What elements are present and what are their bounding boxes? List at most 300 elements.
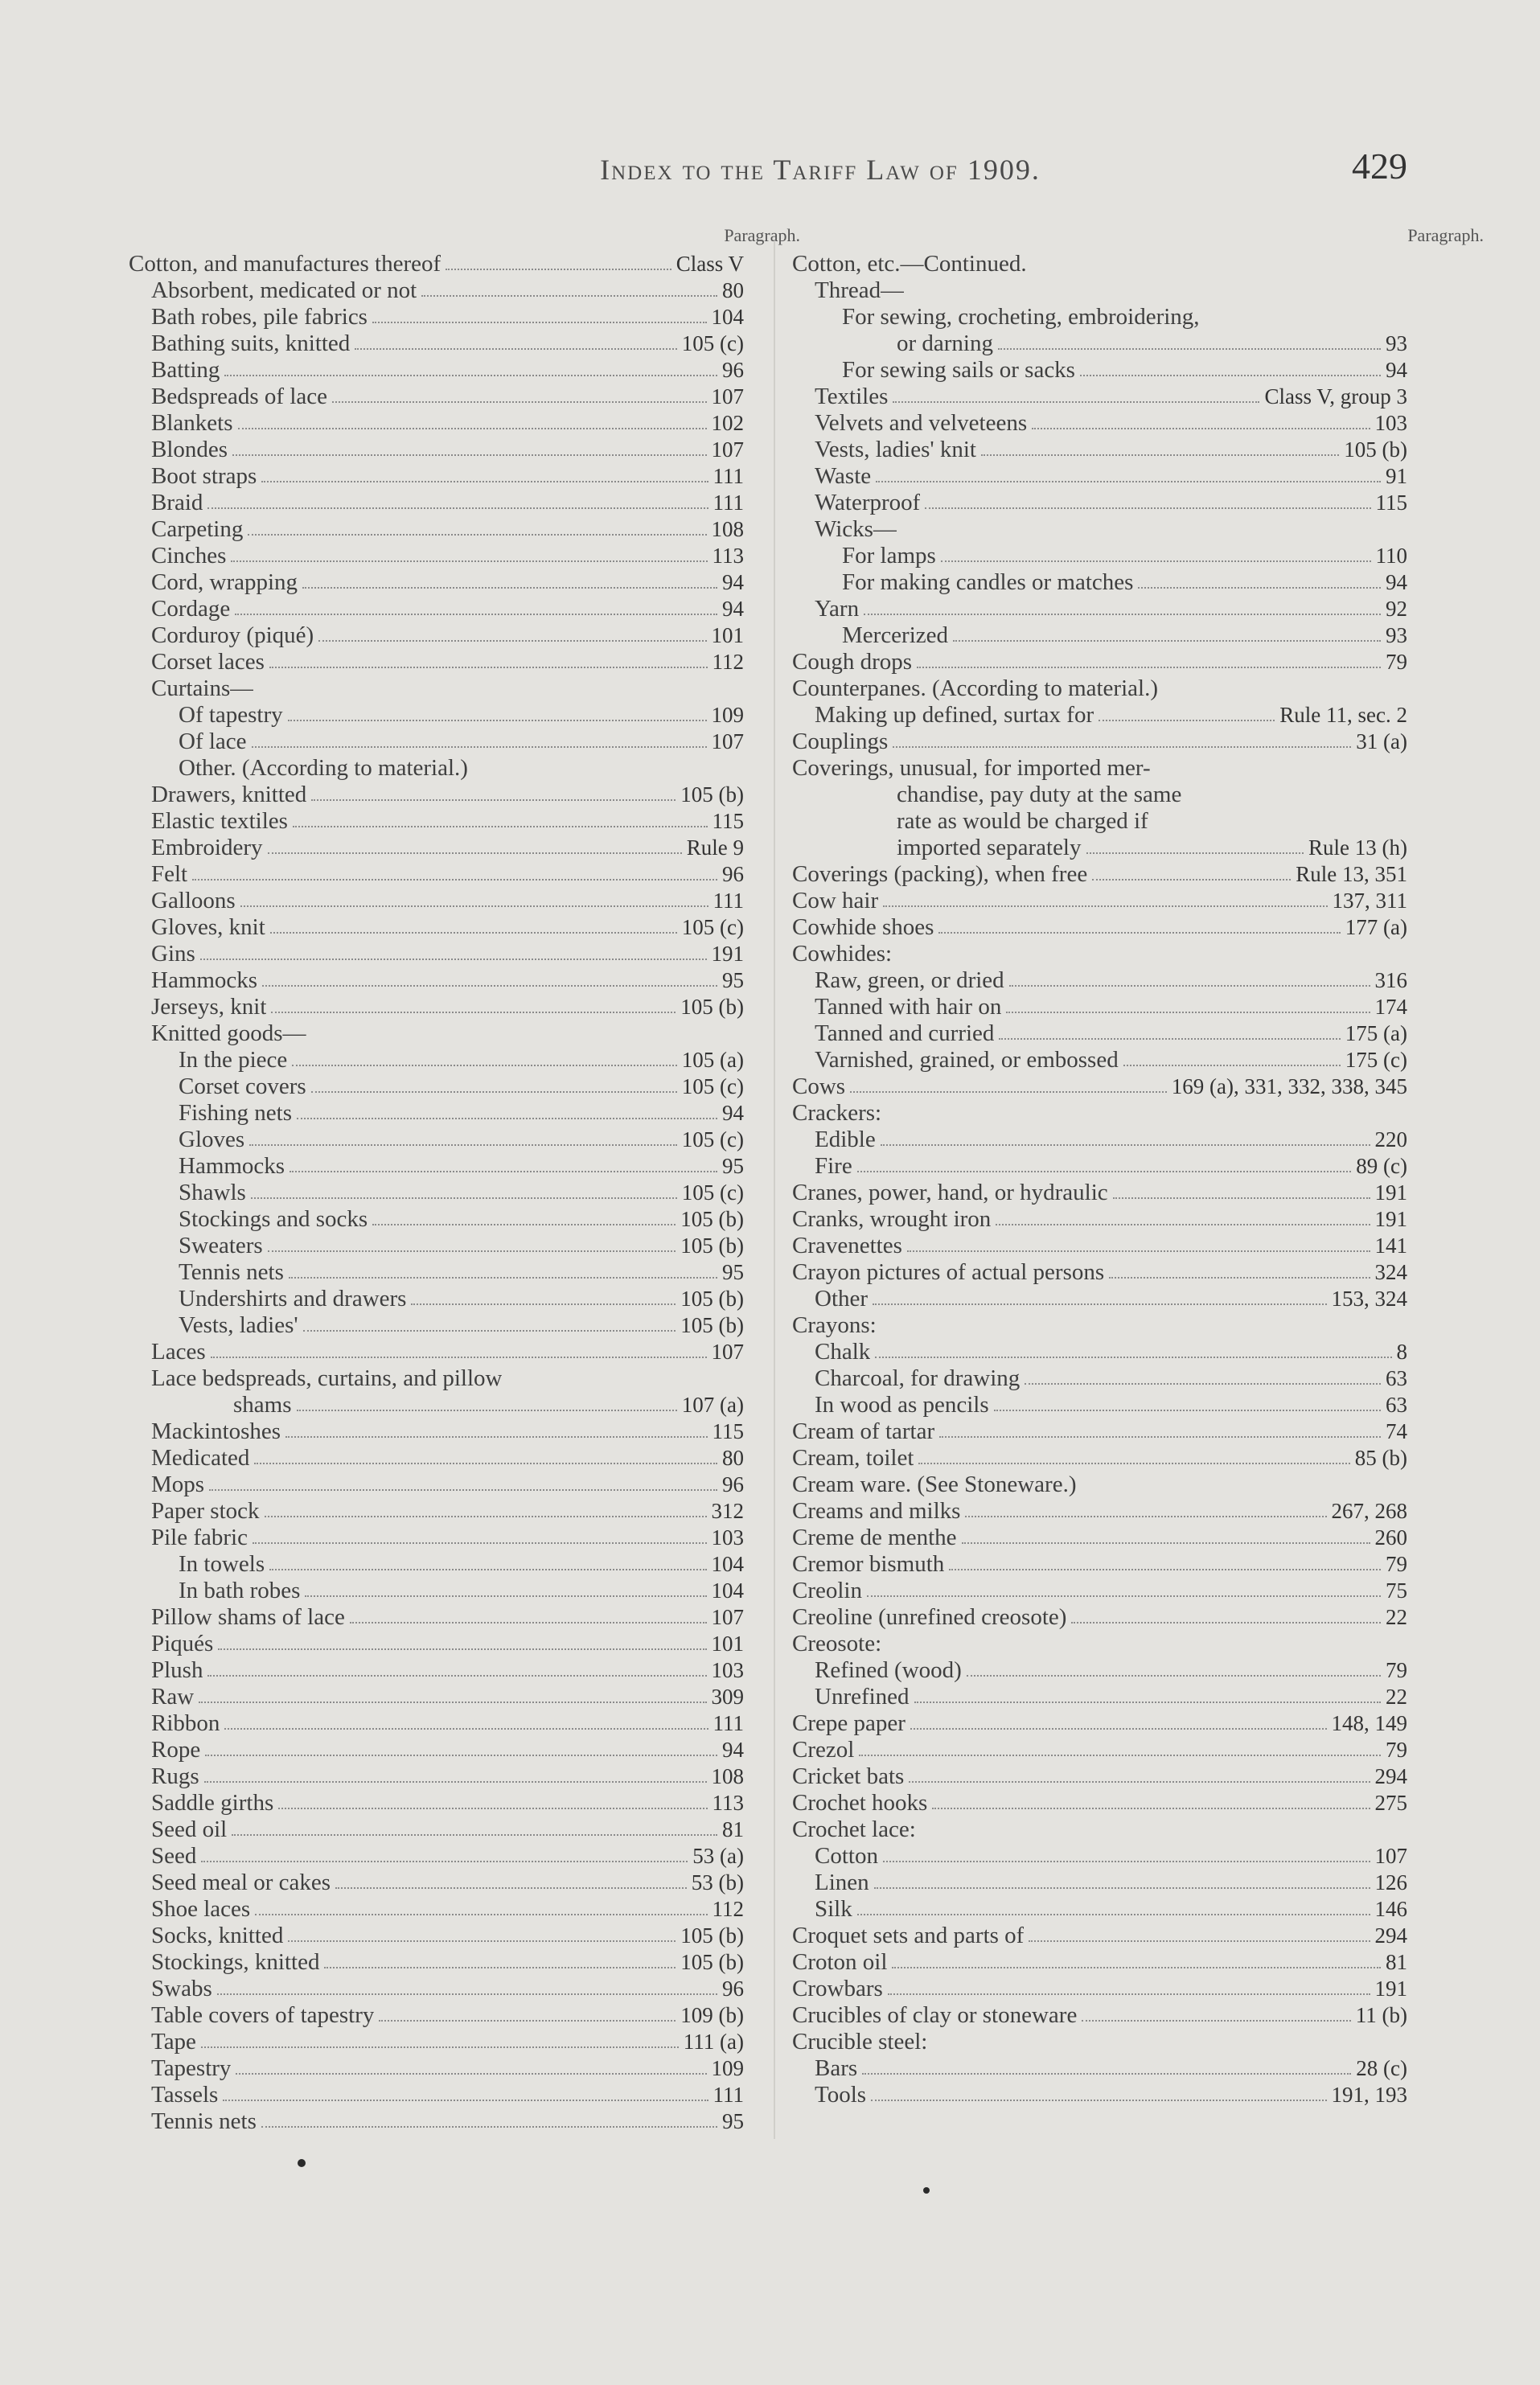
entry-term: In towels (179, 1551, 265, 1577)
dot-leader (883, 1861, 1370, 1862)
entry-term: Seed oil (151, 1816, 228, 1842)
entry-term: Batting (151, 357, 220, 383)
dot-leader (967, 1675, 1381, 1677)
entry-paragraph-ref: 105 (b) (680, 1234, 744, 1258)
entry-term: Bathing suits, knitted (151, 330, 351, 356)
entry-term: Cowhides: (792, 941, 893, 967)
index-entry (792, 1551, 1407, 1578)
entry-paragraph-ref: 8 (1396, 1340, 1407, 1364)
entry-paragraph-ref: 294 (1374, 1923, 1407, 1948)
index-entry (129, 835, 744, 861)
dot-leader (207, 507, 708, 509)
entry-paragraph-ref: 174 (1374, 995, 1407, 1019)
index-entry (792, 1312, 1407, 1339)
entry-term: Vests, ladies' (179, 1312, 298, 1338)
index-entry (792, 808, 1407, 835)
dot-leader (232, 454, 706, 456)
dot-leader (249, 1144, 677, 1146)
index-entry (129, 1445, 744, 1472)
index-entry (792, 1923, 1407, 1949)
entry-term: Sweaters (179, 1233, 263, 1258)
dot-leader (893, 746, 1351, 748)
entry-term: Cotton, etc.—Continued. (792, 251, 1027, 277)
dot-leader (269, 667, 708, 668)
index-column-left (129, 225, 800, 2135)
entry-paragraph-ref: 294 (1374, 1764, 1407, 1788)
dot-leader (1113, 1197, 1370, 1199)
entry-paragraph-ref: 107 (711, 1605, 744, 1629)
index-entry (129, 2029, 744, 2055)
index-entry (129, 2082, 744, 2108)
entry-term: Yarn (815, 596, 860, 622)
index-entry (792, 1843, 1407, 1870)
entry-term: Plush (151, 1657, 203, 1683)
entry-term: Mackintoshes (151, 1418, 281, 1444)
dot-leader (873, 1303, 1326, 1305)
index-entry (129, 1657, 744, 1684)
entry-paragraph-ref: 104 (711, 305, 744, 329)
index-entry (792, 463, 1407, 490)
dot-leader (265, 1516, 707, 1517)
dot-leader (925, 507, 1370, 509)
dot-leader (262, 985, 717, 987)
index-entry (792, 1073, 1407, 1100)
entry-term: Couplings (792, 729, 889, 754)
entry-paragraph-ref: 11 (b) (1355, 2003, 1407, 2027)
entry-paragraph-ref: 22 (1386, 1685, 1407, 1709)
entry-paragraph-ref: 105 (c) (681, 1180, 744, 1205)
dot-leader (372, 1224, 676, 1225)
index-entry (792, 1339, 1407, 1365)
entry-term: Unrefined (815, 1684, 910, 1710)
dot-leader (236, 2073, 706, 2075)
index-entry (792, 1259, 1407, 1286)
entry-term: or darning (897, 330, 993, 356)
index-entry (129, 304, 744, 330)
entry-term: In wood as pencils (815, 1392, 989, 1418)
index-entry (129, 543, 744, 569)
index-entry (129, 1843, 744, 1870)
entry-term: Raw, green, or dried (815, 967, 1004, 993)
entry-paragraph-ref: 79 (1386, 1552, 1407, 1576)
entry-paragraph-ref: 22 (1386, 1605, 1407, 1629)
index-entry (129, 277, 744, 304)
index-entry (792, 1153, 1407, 1180)
entry-paragraph-ref: 95 (722, 1154, 744, 1178)
entry-term: For sewing sails or sacks (842, 357, 1075, 383)
entry-term: Cranes, power, hand, or hydraulic (792, 1180, 1108, 1205)
index-entry (129, 1100, 744, 1127)
entry-paragraph-ref: 96 (722, 862, 744, 886)
dot-leader (446, 269, 671, 270)
entry-paragraph-ref: 105 (c) (681, 1127, 744, 1151)
entry-term: For making candles or matches (842, 569, 1134, 595)
dot-leader (1082, 2020, 1350, 2022)
index-entry (792, 569, 1407, 596)
ink-speck (298, 2159, 306, 2167)
index-entry (792, 861, 1407, 888)
dot-leader (1109, 1277, 1370, 1279)
paragraph-heading: Paragraph. (724, 225, 800, 245)
dot-leader (200, 959, 707, 960)
entry-paragraph-ref: 96 (722, 1977, 744, 2001)
entry-paragraph-ref: 110 (1375, 544, 1407, 568)
entry-term: Creme de menthe (792, 1525, 957, 1550)
entry-paragraph-ref: 107 (a) (681, 1393, 744, 1417)
entry-term: rate as would be charged if (897, 808, 1148, 834)
dot-leader (255, 1914, 707, 1915)
dot-leader (999, 1038, 1340, 1040)
entry-paragraph-ref: 107 (711, 384, 744, 408)
entry-paragraph-ref: 324 (1374, 1260, 1407, 1284)
entry-term: Cranks, wrought iron (792, 1206, 992, 1232)
dot-leader (1071, 1622, 1381, 1624)
entry-paragraph-ref: 107 (711, 729, 744, 753)
entry-paragraph-ref: 94 (1386, 570, 1407, 594)
entry-paragraph-ref: 177 (a) (1345, 915, 1407, 939)
entry-paragraph-ref: 153, 324 (1331, 1287, 1407, 1311)
entry-term: Seed (151, 1843, 197, 1869)
entry-term: Gloves (179, 1127, 245, 1152)
entry-term: Thread— (815, 277, 905, 303)
dot-leader (883, 905, 1327, 907)
entry-term: Of tapestry (179, 702, 283, 728)
entry-term: Velvets and velveteens (815, 410, 1028, 436)
dot-leader (268, 1250, 676, 1252)
entry-term: imported separately (897, 835, 1082, 860)
entry-term: Wicks— (815, 516, 897, 542)
index-entry (792, 1631, 1407, 1657)
entry-term: Crepe paper (792, 1710, 906, 1736)
dot-leader (290, 1171, 717, 1172)
index-entry (792, 304, 1407, 330)
index-entry (129, 1790, 744, 1816)
index-entry (792, 1127, 1407, 1153)
dot-leader (871, 2100, 1326, 2101)
entry-term: Stockings and socks (179, 1206, 368, 1232)
index-entry (792, 1498, 1407, 1525)
entry-term: Bedspreads of lace (151, 384, 328, 409)
dot-leader (962, 1542, 1370, 1544)
entry-paragraph-ref: 53 (b) (691, 1870, 744, 1894)
entry-paragraph-ref: 108 (711, 1764, 744, 1788)
dot-leader (318, 640, 706, 642)
entry-paragraph-ref: 220 (1374, 1127, 1407, 1151)
entry-term: Other (815, 1286, 869, 1312)
index-entry (792, 251, 1407, 277)
entry-term: Carpeting (151, 516, 244, 542)
entry-term: Table covers of tapestry (151, 2002, 375, 2028)
index-entry (129, 1525, 744, 1551)
dot-leader (240, 905, 708, 907)
entry-paragraph-ref: 175 (c) (1345, 1048, 1407, 1072)
entry-paragraph-ref: 53 (a) (692, 1844, 744, 1868)
entry-paragraph-ref: 105 (b) (680, 1950, 744, 1974)
entry-term: Crucibles of clay or stoneware (792, 2002, 1078, 2028)
dot-leader (1006, 1012, 1370, 1013)
entry-term: Tapestry (151, 2055, 232, 2081)
index-entry (792, 2002, 1407, 2029)
dot-leader (864, 614, 1381, 615)
dot-leader (289, 1277, 717, 1279)
index-entry (792, 649, 1407, 675)
dot-leader (932, 1808, 1370, 1809)
entry-term: Crochet hooks (792, 1790, 928, 1816)
dot-leader (285, 1436, 707, 1438)
dot-leader (253, 1542, 707, 1544)
running-title: Index to the Tariff Law of 1909. (600, 154, 1041, 186)
entry-term: Creosote: (792, 1631, 882, 1656)
dot-leader (201, 2046, 679, 2048)
entry-term: Corset laces (151, 649, 265, 675)
entry-paragraph-ref: 260 (1374, 1525, 1407, 1550)
entry-paragraph-ref: 95 (722, 2109, 744, 2133)
index-entry (129, 596, 744, 622)
entry-term: Tanned and curried (815, 1020, 995, 1046)
index-entry (129, 1312, 744, 1339)
entry-term: Fire (815, 1153, 852, 1179)
index-entry (792, 888, 1407, 914)
index-entry (129, 1604, 744, 1631)
index-entry (129, 675, 744, 702)
entry-term: Shoe laces (151, 1896, 251, 1922)
index-entry (792, 1870, 1407, 1896)
entry-term: Tennis nets (179, 1259, 284, 1285)
index-entry (792, 1233, 1407, 1259)
index-entry (792, 941, 1407, 967)
index-entry (792, 1472, 1407, 1498)
entry-paragraph-ref: Class V (676, 252, 744, 276)
entry-paragraph-ref: 107 (1374, 1844, 1407, 1868)
dot-leader (224, 375, 717, 376)
entry-term: Chalk (815, 1339, 871, 1365)
index-entry (792, 2055, 1407, 2082)
paragraph-heading: Paragraph. (1407, 225, 1484, 245)
entry-term: Linen (815, 1870, 869, 1895)
entry-term: Braid (151, 490, 203, 515)
entry-term: Rugs (151, 1763, 199, 1789)
dot-leader (238, 428, 707, 429)
entry-paragraph-ref: 105 (c) (681, 1074, 744, 1098)
dot-leader (252, 746, 707, 748)
index-entry (792, 1657, 1407, 1684)
index-entry (129, 490, 744, 516)
page-number: 429 (1352, 146, 1407, 187)
entry-paragraph-ref: 107 (711, 437, 744, 462)
dot-leader (953, 640, 1381, 642)
index-entry (129, 1286, 744, 1312)
entry-term: Drawers, knitted (151, 782, 307, 807)
index-entry (129, 357, 744, 384)
index-entry (129, 2055, 744, 2082)
entry-paragraph-ref: 79 (1386, 650, 1407, 674)
entry-term: Embroidery (151, 835, 263, 860)
index-entry (792, 914, 1407, 941)
entry-term: Tape (151, 2029, 196, 2055)
index-entry (129, 1392, 744, 1418)
index-entry (129, 1180, 744, 1206)
index-entry (792, 437, 1407, 463)
entry-paragraph-ref: 93 (1386, 331, 1407, 355)
entry-term: Gloves, knit (151, 914, 265, 940)
dot-leader (201, 1861, 688, 1862)
dot-leader (311, 799, 676, 801)
entry-term: Croquet sets and parts of (792, 1923, 1025, 1948)
entry-term: Raw (151, 1684, 195, 1710)
index-entry (792, 1047, 1407, 1073)
dot-leader (268, 852, 682, 854)
entry-paragraph-ref: 105 (b) (680, 995, 744, 1019)
entry-term: Coverings, unusual, for imported mer- (792, 755, 1151, 781)
entry-term: Jerseys, knit (151, 994, 267, 1020)
dot-leader (881, 1144, 1370, 1146)
entry-term: Cough drops (792, 649, 913, 675)
dot-leader (1032, 428, 1370, 429)
entry-term: For lamps (842, 543, 936, 569)
index-entry (792, 1790, 1407, 1816)
entry-term: Cinches (151, 543, 227, 569)
dot-leader (850, 1091, 1167, 1093)
entry-paragraph-ref: Rule 13 (h) (1308, 835, 1407, 860)
entry-term: Tassels (151, 2082, 219, 2108)
index-entry (129, 516, 744, 543)
entry-paragraph-ref: 81 (722, 1817, 744, 1841)
entry-paragraph-ref: 137, 311 (1332, 889, 1407, 913)
index-entry (129, 808, 744, 835)
index-entry (129, 1153, 744, 1180)
entry-term: Shawls (179, 1180, 246, 1205)
entry-term: Waste (815, 463, 872, 489)
index-entry (129, 437, 744, 463)
entry-term: Vests, ladies' knit (815, 437, 976, 462)
entry-term: Curtains— (151, 675, 254, 701)
index-entry (792, 1418, 1407, 1445)
entry-term: Ribbon (151, 1710, 220, 1736)
entry-term: Paper stock (151, 1498, 260, 1524)
entry-term: Blondes (151, 437, 228, 462)
entry-paragraph-ref: 111 (713, 2083, 744, 2107)
entry-term: Swabs (151, 1976, 212, 2001)
index-entry (792, 967, 1407, 994)
entry-paragraph-ref: 63 (1386, 1393, 1407, 1417)
entry-paragraph-ref: 105 (b) (680, 1207, 744, 1231)
entry-paragraph-ref: 275 (1374, 1791, 1407, 1815)
index-entry (129, 1206, 744, 1233)
dot-leader (421, 295, 717, 297)
dot-leader (907, 1250, 1370, 1252)
index-entry (129, 1551, 744, 1578)
dot-leader (224, 1728, 708, 1730)
dot-leader (311, 1091, 677, 1093)
index-entry (129, 994, 744, 1020)
entry-paragraph-ref: 113 (712, 1791, 744, 1815)
entry-term: Cream ware. (See Stoneware.) (792, 1472, 1077, 1497)
entry-term: Cream, toilet (792, 1445, 914, 1471)
index-entry (129, 1923, 744, 1949)
entry-term: Crackers: (792, 1100, 882, 1126)
entry-paragraph-ref: 74 (1386, 1419, 1407, 1443)
entry-paragraph-ref: 309 (711, 1685, 744, 1709)
dot-leader (211, 1357, 707, 1358)
dot-leader (411, 1303, 676, 1305)
entry-paragraph-ref: 148, 149 (1331, 1711, 1407, 1735)
index-entry (792, 1578, 1407, 1604)
entry-term: Refined (wood) (815, 1657, 962, 1683)
entry-paragraph-ref: 103 (1374, 411, 1407, 435)
entry-term: Absorbent, medicated or not (151, 277, 417, 303)
entry-paragraph-ref: 112 (712, 1897, 744, 1921)
dot-leader (938, 932, 1340, 934)
dot-leader (231, 560, 707, 562)
entry-term: Cotton (815, 1843, 878, 1869)
index-entry (129, 1737, 744, 1763)
index-entry (792, 1763, 1407, 1790)
index-entry (792, 516, 1407, 543)
entry-term: Laces (151, 1339, 206, 1365)
entry-term: Charcoal, for drawing (815, 1365, 1021, 1391)
index-entry (129, 702, 744, 729)
dot-leader (862, 2073, 1351, 2075)
entry-paragraph-ref: 75 (1386, 1578, 1407, 1603)
entry-term: Coverings (packing), when free (792, 861, 1088, 887)
entry-term: Undershirts and drawers (179, 1286, 407, 1312)
entry-paragraph-ref: 94 (722, 570, 744, 594)
entry-paragraph-ref: 108 (711, 517, 744, 541)
entry-term: Creoline (unrefined creosote) (792, 1604, 1067, 1630)
dot-leader (271, 1012, 676, 1013)
index-entry (129, 1020, 744, 1047)
entry-term: Pillow shams of lace (151, 1604, 345, 1630)
dot-leader (261, 2126, 717, 2128)
index-entry (792, 1976, 1407, 2002)
dot-leader (248, 534, 706, 536)
entry-term: Tennis nets (151, 2108, 257, 2134)
dot-leader (917, 667, 1381, 668)
entry-paragraph-ref: 104 (711, 1552, 744, 1576)
dot-leader (269, 1569, 706, 1570)
index-entry (129, 1949, 744, 1976)
entry-paragraph-ref: 111 (713, 1711, 744, 1735)
dot-leader (1099, 720, 1275, 721)
dot-leader (1092, 879, 1291, 881)
index-entry (129, 649, 744, 675)
index-entry (129, 1472, 744, 1498)
entry-paragraph-ref: 105 (b) (680, 1923, 744, 1948)
dot-leader (235, 614, 717, 615)
dot-leader (1080, 375, 1381, 376)
entry-paragraph-ref: 91 (1386, 464, 1407, 488)
index-entry (129, 622, 744, 649)
entry-term: Cows (792, 1073, 846, 1099)
entry-paragraph-ref: 93 (1386, 623, 1407, 647)
index-entry (129, 1339, 744, 1365)
entry-paragraph-ref: 111 (a) (683, 2030, 744, 2054)
entry-term: Cord, wrapping (151, 569, 298, 595)
index-entry (129, 1073, 744, 1100)
entry-term: Tools (815, 2082, 867, 2108)
entry-paragraph-ref: 80 (722, 1446, 744, 1470)
index-entry (792, 1604, 1407, 1631)
entry-term: Of lace (179, 729, 247, 754)
entry-term: Cowhide shoes (792, 914, 934, 940)
dot-leader (204, 1781, 707, 1783)
entry-term: Boot straps (151, 463, 257, 489)
entry-term: Tanned with hair on (815, 994, 1002, 1020)
dot-leader (205, 1755, 717, 1756)
entry-term: Medicated (151, 1445, 250, 1471)
entry-term: Corset covers (179, 1073, 306, 1099)
dot-leader (209, 1489, 717, 1491)
